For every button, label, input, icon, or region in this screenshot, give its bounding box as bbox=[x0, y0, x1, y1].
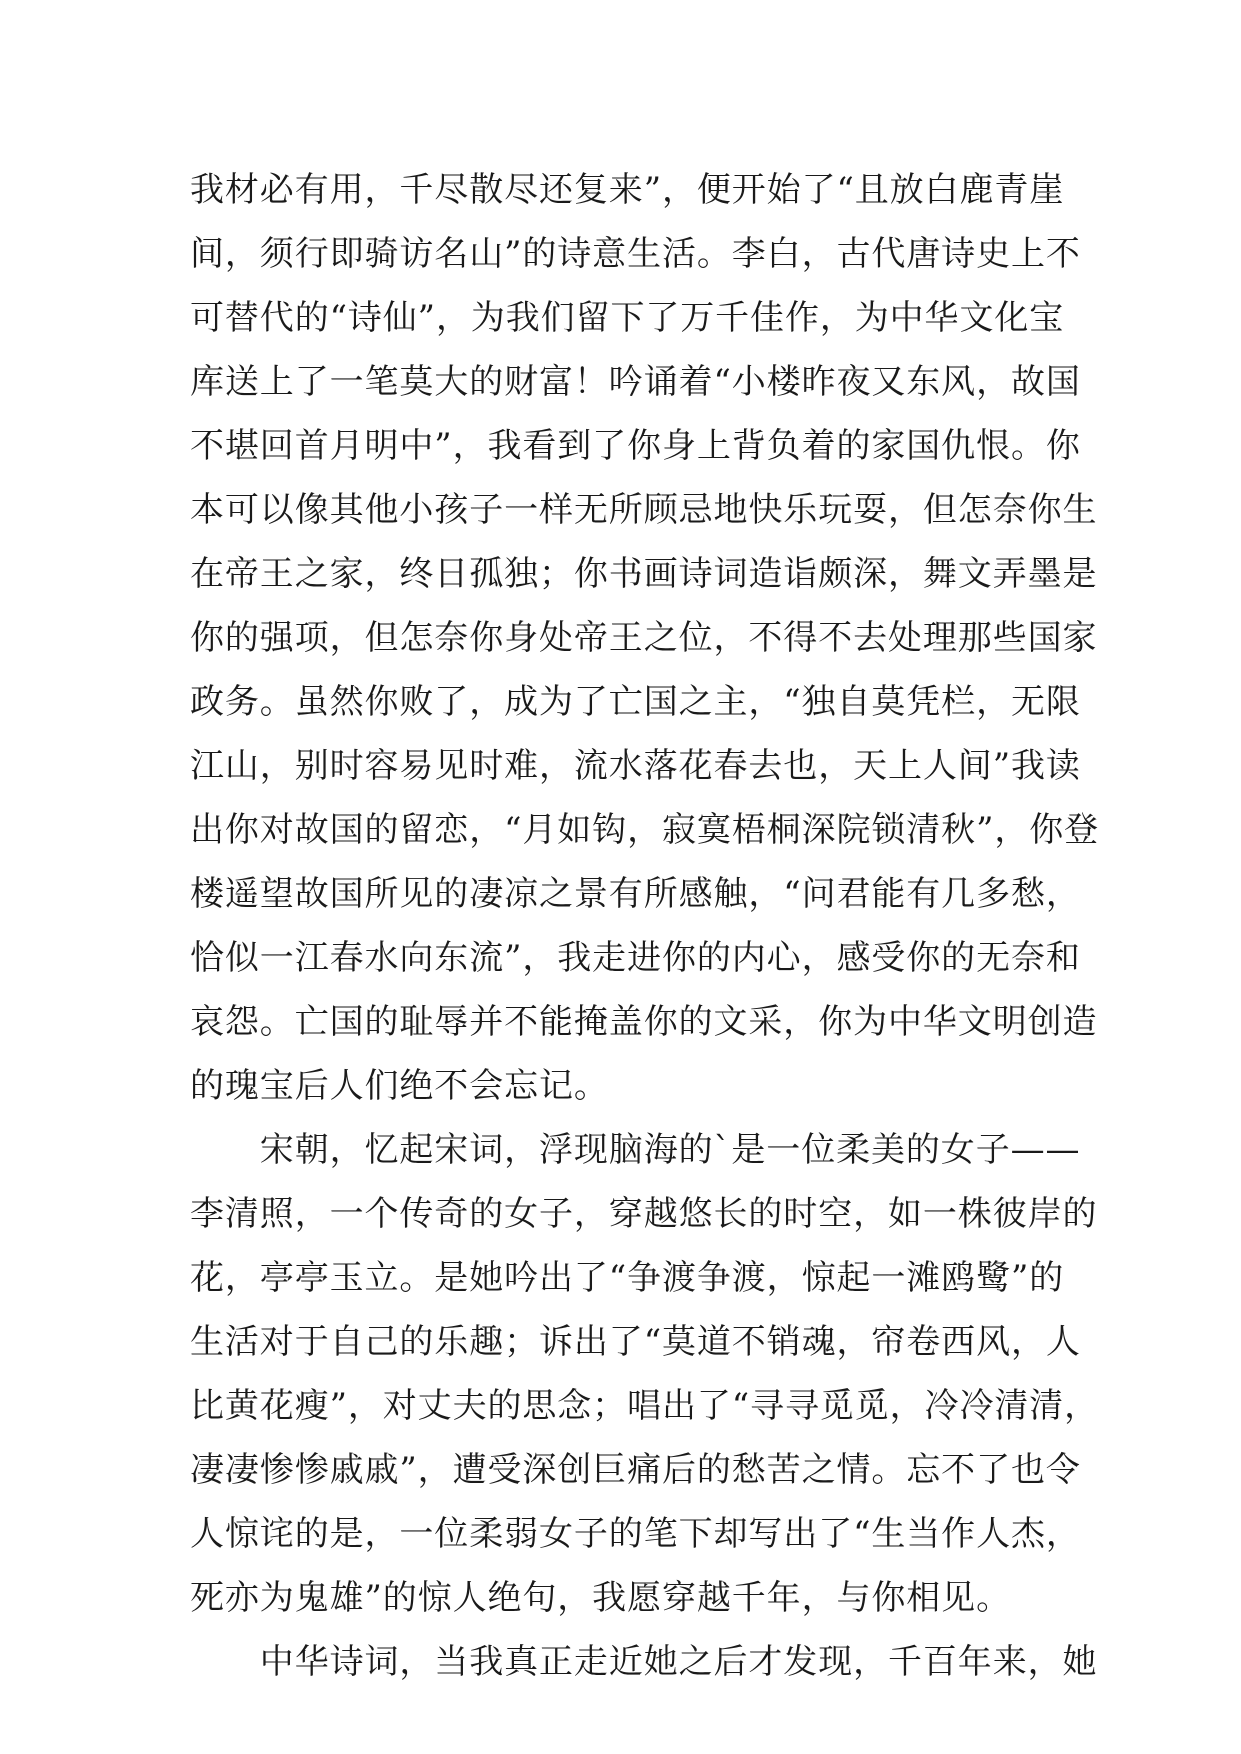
text-line: 江山，别时容易见时难，流水落花春去也，天上人间”我读 bbox=[190, 746, 1081, 786]
text-line: 死亦为鬼雄”的惊人绝句，我愿穿越千年，与你相见。 bbox=[190, 1578, 1011, 1618]
text-line: 可替代的“诗仙”，为我们留下了万千佳作，为中华文化宝 bbox=[190, 298, 1065, 338]
text-line: 比黄花瘦”，对丈夫的思念；唱出了“寻寻觅觅，冷冷清清， bbox=[190, 1386, 1100, 1426]
text-line: 你的强项，但怎奈你身处帝王之位，不得不去处理那些国家 bbox=[190, 618, 1098, 658]
text-line: 人惊诧的是，一位柔弱女子的笔下却写出了“生当作人杰， bbox=[190, 1514, 1081, 1554]
body-text bbox=[190, 158, 1100, 1694]
text-line: 花，亭亭玉立。是她吟出了“争渡争渡，惊起一滩鸥鹭”的 bbox=[190, 1258, 1065, 1298]
text-line: 间，须行即骑访名山”的诗意生活。李白，古代唐诗史上不 bbox=[190, 234, 1081, 274]
text-line: 中华诗词，当我真正走近她之后才发现，千百年来，她 bbox=[190, 1642, 1098, 1682]
text-line: 凄凄惨惨戚戚”，遭受深创巨痛后的愁苦之情。忘不了也令 bbox=[190, 1450, 1081, 1490]
text-line: 生活对于自己的乐趣；诉出了“莫道不销魂，帘卷西风，人 bbox=[190, 1322, 1081, 1362]
text-line: 库送上了一笔莫大的财富！吟诵着“小楼昨夜又东风，故国 bbox=[190, 362, 1081, 402]
text-line: 本可以像其他小孩子一样无所顾忌地快乐玩耍，但怎奈你生 bbox=[190, 490, 1098, 530]
text-line: 出你对故国的留恋，“月如钩，寂寞梧桐深院锁清秋”，你登 bbox=[190, 810, 1100, 850]
text-line: 政务。虽然你败了，成为了亡国之主，“独自莫凭栏，无限 bbox=[190, 682, 1081, 722]
text-line: 楼遥望故国所见的凄凉之景有所感触，“问君能有几多愁， bbox=[190, 874, 1081, 914]
text-line: 宋朝，忆起宋词，浮现脑海的`是一位柔美的女子—— bbox=[190, 1130, 1081, 1170]
text-line: 哀怨。亡国的耻辱并不能掩盖你的文采，你为中华文明创造 bbox=[190, 1002, 1098, 1042]
text-line: 李清照，一个传奇的女子，穿越悠长的时空，如一株彼岸的 bbox=[190, 1194, 1098, 1234]
text-line: 在帝王之家，终日孤独；你书画诗词造诣颇深，舞文弄墨是 bbox=[190, 554, 1098, 594]
text-line: 的瑰宝后人们绝不会忘记。 bbox=[190, 1066, 609, 1106]
text-line: 恰似一江春水向东流”，我走进你的内心，感受你的无奈和 bbox=[190, 938, 1081, 978]
text-line: 我材必有用，千尽散尽还复来”，便开始了“且放白鹿青崖 bbox=[190, 170, 1065, 210]
text-line: 不堪回首月明中”，我看到了你身上背负着的家国仇恨。你 bbox=[190, 426, 1081, 466]
